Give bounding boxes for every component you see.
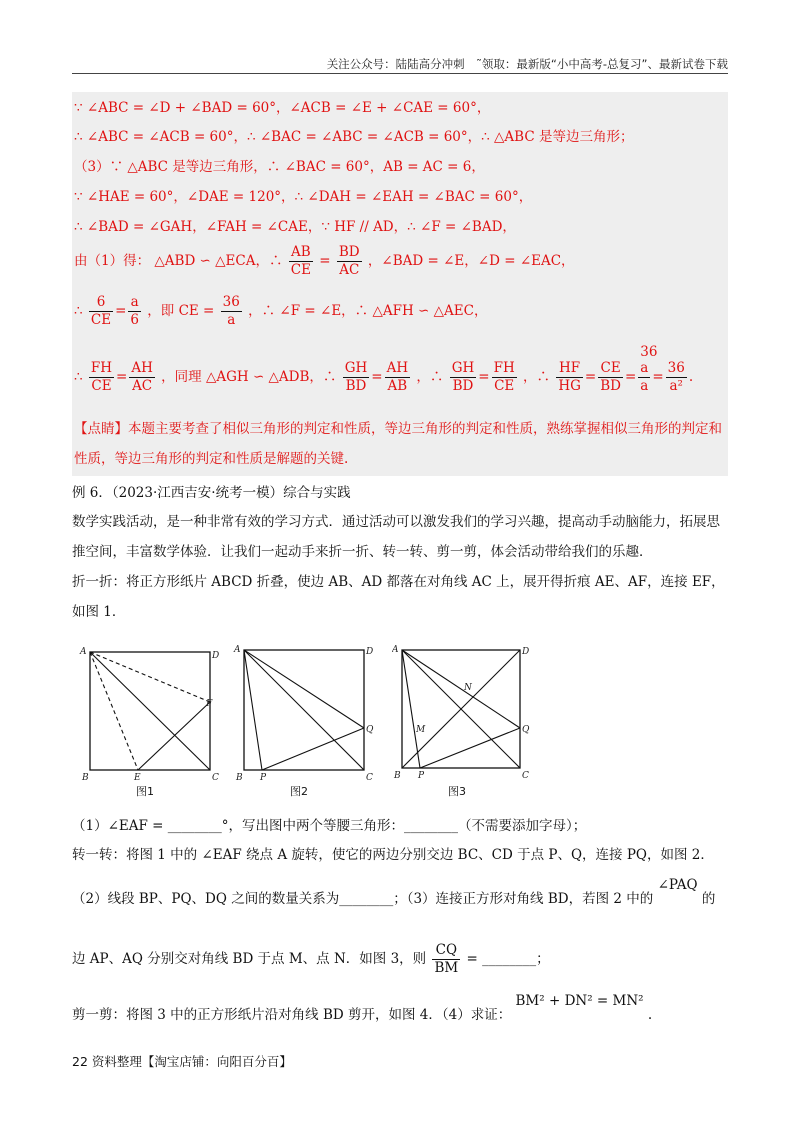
svg-text:M: M xyxy=(416,725,426,735)
l6-similar: △ABD ∽ △ECA，∴ xyxy=(154,253,283,269)
page-number: 22 xyxy=(72,1054,88,1069)
example-intro: 数学实践活动，是一种非常有效的学习方式．通过活动可以激发我们的学习兴趣，提高动手动脑能力，拓展思推空间，丰富数学体验．让我们一起动手来折一折、转一转、剪一剪，体会活动带给我们的乐趣． xyxy=(72,514,720,560)
svg-text:A: A xyxy=(80,647,87,657)
svg-text:D: D xyxy=(366,647,374,657)
rotate-instruction: 转一转：将图 1 中的 ∠EAF 绕点 A 旋转，使它的两边分别交边 BC、CD 于点 P、Q，连接 PQ，如图 2． xyxy=(72,847,714,863)
figure-1 xyxy=(78,642,228,786)
fold-instruction: 折一折：将正方形纸片 ABCD 折叠，使边 AB、AD 都落在对角线 AC 上，展开得折痕 AE、AF，连接 EF，如图 1． xyxy=(72,574,725,620)
svg-text:B: B xyxy=(82,773,89,782)
svg-text:B: B xyxy=(394,771,401,781)
svg-text:P: P xyxy=(418,771,425,781)
angle-paq: ∠PAQ xyxy=(657,877,698,893)
svg-text:B: B xyxy=(236,773,243,782)
svg-text:N: N xyxy=(464,683,472,693)
fraction-ab-ce: $\frac{AB}{CE}$ xyxy=(290,244,311,278)
figure-3 xyxy=(392,642,542,786)
figure-2 xyxy=(232,642,382,786)
solution-line-1: ∵ ∠ABC = ∠D + ∠BAD = 60°，∠ACB = ∠E + ∠CAE = 60°， xyxy=(74,100,491,116)
example-title: 例 6．（2023·江西吉安·统考一模）综合与实践 xyxy=(72,485,351,501)
svg-text:C: C xyxy=(522,771,529,781)
proof-formula: BM² + DN² = MN² xyxy=(515,993,644,1009)
svg-text:D: D xyxy=(522,647,530,657)
footer-text: 资料整理【淘宝店铺：向阳百分百】 xyxy=(91,1054,292,1069)
figure-2-caption: 图2 xyxy=(290,785,308,798)
solution-line-6: 由（1）得： △ABD ∽ △ECA，∴ $\frac{AB}{CE}$ = $\frac{BD}{AC}$ ，∠BAD = ∠E，∠D = ∠EAC， xyxy=(74,244,575,278)
solution-line-5: ∴ ∠BAD = ∠GAH，∠FAH = ∠CAE，∵ HF // AD，∴ ∠F = ∠BAD， xyxy=(74,219,516,235)
svg-text:D: D xyxy=(212,651,220,661)
svg-text:F: F xyxy=(206,699,213,709)
svg-text:Q: Q xyxy=(366,725,374,735)
fraction-36-a: $\frac{36}{a}$ xyxy=(222,294,240,328)
svg-text:C: C xyxy=(212,773,219,782)
fraction-bd-ac: $\frac{BD}{AC}$ xyxy=(338,244,360,278)
key-point-note: 【点睛】本题主要考查了相似三角形的判定和性质，等边三角形的判定和性质，熟练掌握相似三角形的判定和性质，等边三角形的判定和性质是解题的关键. xyxy=(74,421,722,467)
solution-line-8: ∴ $\frac{FH}{CE}$ = $\frac{AH}{AC}$ ，同理 △AGH ∽ △ADB，∴ $\frac{GH}{BD}$ = $\frac{AH}{AB}$ ，∴ $\frac{GH}{BD}$ = $\frac{FH}{CE}$ ，∴ $\frac{HF}{HG}$ = $\frac{CE}{BD}$ = 36 a a = $\frac{36}{\text{a²}}$ . xyxy=(74,344,694,394)
figure-1-caption: 图1 xyxy=(136,785,154,798)
cut-instruction: 剪一剪：将图 3 中的正方形纸片沿对角线 BD 剪开，如图 4．（4）求证： BM² + DN² = MN² . xyxy=(72,993,653,1023)
l6-post: ，∠BAD = ∠E，∠D = ∠EAC， xyxy=(367,253,575,269)
header-rule xyxy=(72,73,728,74)
figure-3-caption: 图3 xyxy=(448,785,466,798)
fraction-6-ce: $\frac{6}{CE}$ xyxy=(90,294,112,328)
fraction-a-6: $\frac{a}{6}$ xyxy=(130,294,139,328)
solution-line-7: ∴ $\frac{6}{CE}$ = $\frac{a}{6}$ ，即 CE = $\frac{36}{a}$ ，∴ ∠F = ∠E，∴ △AFH ∽ △AEC， xyxy=(74,294,488,328)
question-3: 边 AP、AQ 分别交对角线 BD 于点 M、点 N．如图 3，则 $\frac{CQ}{BM}$ = ________； xyxy=(72,942,550,976)
page-header: 关注公众号：陆陆高分冲刺 ˜领取：最新版“小中高考-总复习”、最新试卷下载 xyxy=(326,57,728,71)
svg-text:A: A xyxy=(392,645,399,655)
svg-text:Q: Q xyxy=(522,725,530,735)
svg-text:A: A xyxy=(234,645,241,655)
svg-text:C: C xyxy=(366,773,373,782)
fraction-cq-bm: $\frac{CQ}{BM}$ xyxy=(434,942,459,976)
question-2: （2）线段 BP、PQ、DQ 之间的数量关系为________；（3）连接正方形对角线 BD，若图 2 中的 ∠PAQ 的 xyxy=(72,877,716,907)
solution-line-3: （3）∵ △ABC 是等边三角形，∴ ∠BAC = 60°，AB = AC = 6， xyxy=(74,159,485,175)
svg-text:P: P xyxy=(260,773,267,782)
solution-line-2: ∴ ∠ABC = ∠ACB = 60°，∴ ∠BAC = ∠ABC = ∠ACB = 60°，∴ △ABC 是等边三角形； xyxy=(74,129,634,145)
question-1: （1）∠EAF = ________°，写出图中两个等腰三角形：________（不需要添加字母）； xyxy=(72,818,587,834)
svg-text:E: E xyxy=(134,773,141,782)
l6-prefix: 由（1）得： xyxy=(74,253,151,269)
page-footer xyxy=(72,1052,292,1070)
solution-line-4: ∵ ∠HAE = 60°，∠DAE = 120°，∴ ∠DAH = ∠EAH = ∠BAC = 60°， xyxy=(74,189,533,205)
